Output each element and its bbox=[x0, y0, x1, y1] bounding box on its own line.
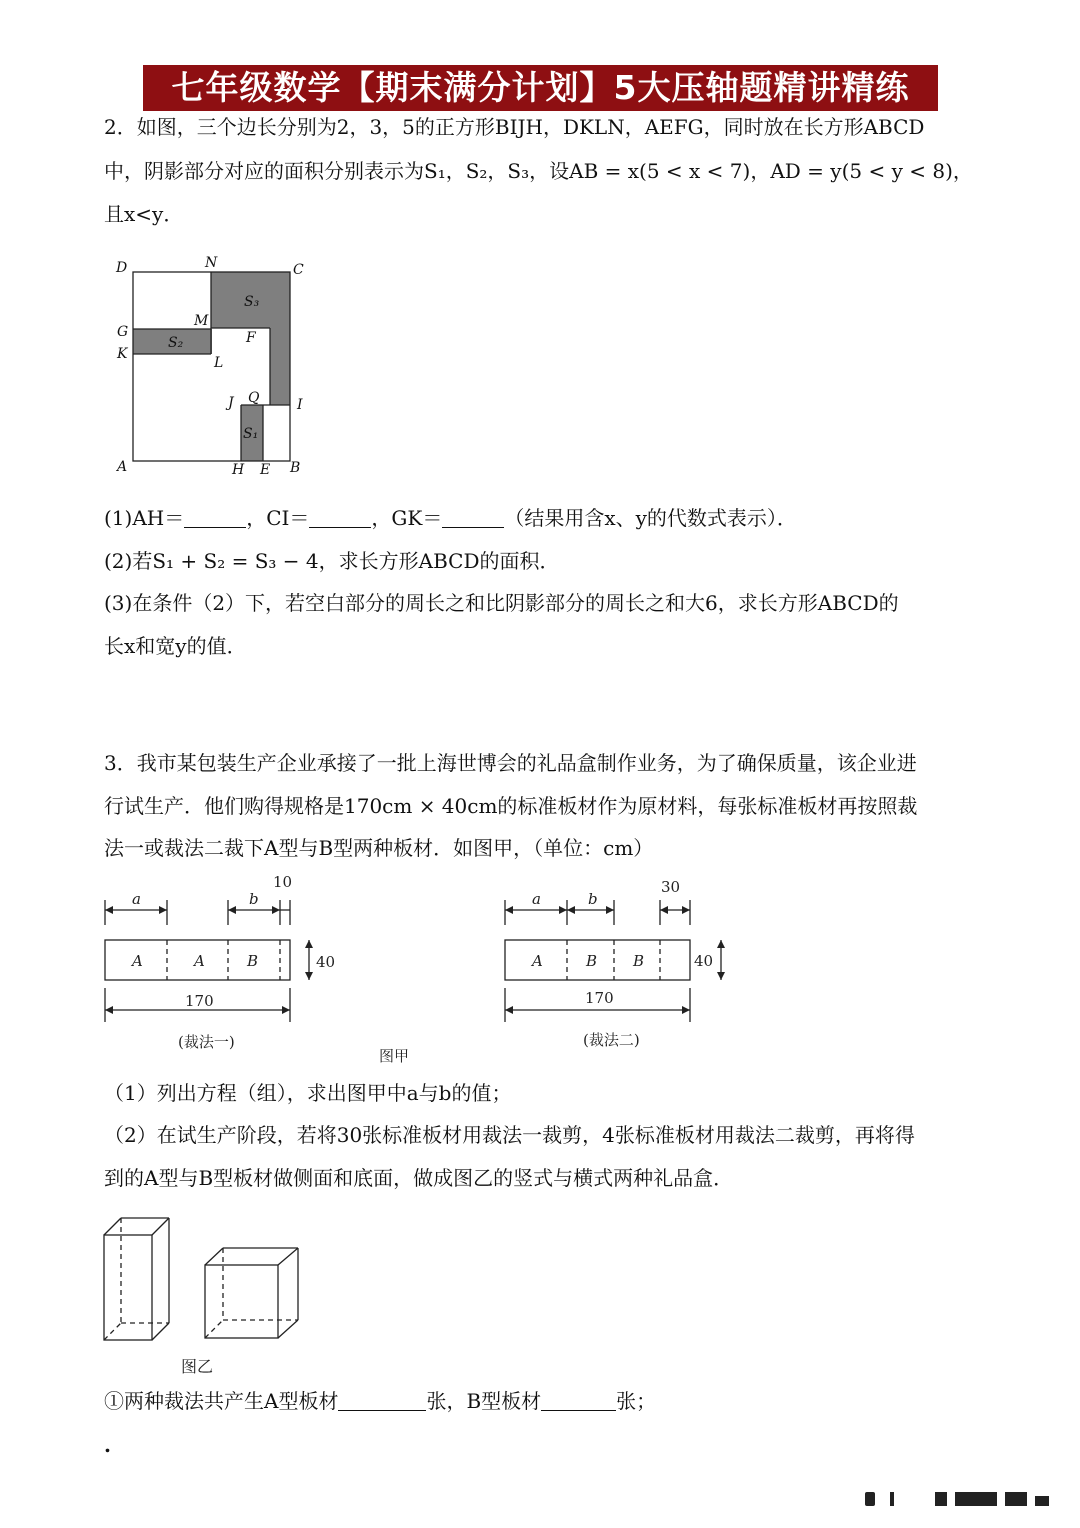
m1-label-length: 170 bbox=[185, 992, 214, 1010]
label-q: Q bbox=[248, 390, 260, 406]
label-d: D bbox=[116, 260, 128, 276]
label-s3: S₃ bbox=[244, 294, 260, 310]
m2-label-height: 40 bbox=[694, 952, 714, 970]
figure-yi-caption: 图乙 bbox=[181, 1357, 214, 1376]
figure-yi-gift-boxes bbox=[95, 1210, 325, 1385]
q2-square-figure bbox=[100, 245, 340, 485]
label-a: A bbox=[117, 459, 128, 475]
label-h: H bbox=[232, 462, 245, 478]
q2-line-3: 且x<y． bbox=[104, 202, 184, 226]
q3-line-3: 法一或裁法二裁下A型与B型两种板材．如图甲，（单位：cm） bbox=[104, 836, 654, 860]
m1-piece-2: A bbox=[194, 952, 205, 970]
q3-part1 bbox=[104, 1386, 656, 1416]
m2-label-a: a bbox=[532, 890, 541, 908]
q2-sub3-line-1: (3)在条件（2）下，若空白部分的周长之和比阴影部分的周长之和大6，求长方形ABCD的 bbox=[104, 591, 899, 615]
m1-label-a: a bbox=[132, 890, 141, 908]
answer-blank-gk[interactable] bbox=[442, 507, 504, 528]
m2-piece-1: A bbox=[532, 952, 543, 970]
q3-part1-b-label: 张，B型板材 bbox=[426, 1389, 542, 1413]
q3-part1-a-label: ①两种裁法共产生A型板材 bbox=[104, 1389, 339, 1413]
q3-sub1: （1）列出方程（组），求出图甲中a与b的值； bbox=[104, 1081, 512, 1105]
label-g: G bbox=[117, 324, 129, 340]
m1-label-waste: 10 bbox=[273, 873, 293, 891]
q3-part1-end: 张； bbox=[616, 1389, 657, 1413]
q2-line-1: 2．如图，三个边长分别为2，3，5的正方形BIJH，DKLN，AEFG，同时放在长方形ABCD bbox=[104, 115, 925, 139]
label-l: L bbox=[214, 355, 224, 371]
q2-sub3-line-2: 长x和宽y的值． bbox=[104, 634, 247, 658]
label-b: B bbox=[290, 460, 301, 476]
m2-label-waste: 30 bbox=[661, 878, 681, 896]
label-j: J bbox=[228, 395, 234, 411]
q3-line-2: 行试生产．他们购得规格是170cm × 40cm的标准板材作为原材料，每张标准板材再按照裁 bbox=[104, 794, 918, 818]
figure-jia-cutting-diagrams bbox=[95, 870, 755, 1070]
answer-blank-ci[interactable] bbox=[309, 507, 371, 528]
q2-sub1-ah-label: (1)AH＝ bbox=[104, 506, 185, 530]
m1-label-height: 40 bbox=[316, 953, 336, 971]
label-s2: S₂ bbox=[168, 335, 184, 351]
label-s1: S₁ bbox=[243, 426, 259, 442]
q2-sub2: (2)若S₁ + S₂ = S₃ − 4，求长方形ABCD的面积． bbox=[104, 549, 560, 573]
page-banner-title: 七年级数学【期末满分计划】5大压轴题精讲精练 bbox=[143, 65, 938, 111]
m1-caption: (裁法一) bbox=[178, 1033, 235, 1051]
m2-piece-2: B bbox=[586, 952, 598, 970]
q2-sub1 bbox=[104, 503, 797, 533]
q2-sub1-ci-label: ，CI＝ bbox=[246, 506, 310, 530]
m1-piece-3: B bbox=[247, 952, 259, 970]
m1-label-b: b bbox=[249, 890, 259, 908]
q3-sub2-line-1: （2）在试生产阶段，若将30张标准板材用裁法一裁剪，4张标准板材用裁法二裁剪，再将得 bbox=[104, 1123, 915, 1147]
label-e: E bbox=[260, 462, 271, 478]
m2-caption: (裁法二) bbox=[583, 1031, 640, 1049]
q2-sub1-gk-label: ，GK＝ bbox=[371, 506, 443, 530]
figure-jia-caption: 图甲 bbox=[379, 1047, 410, 1065]
trailing-dot: . bbox=[104, 1433, 111, 1457]
q2-line-2: 中，阴影部分对应的面积分别表示为S₁，S₂，S₃，设AB = x(5 < x < 7)，AD = y(5 < y < 8)， bbox=[104, 159, 973, 183]
q2-sub1-note: （结果用含x、y的代数式表示）． bbox=[504, 506, 797, 530]
label-n: N bbox=[205, 255, 218, 271]
answer-blank-ah[interactable] bbox=[184, 507, 246, 528]
label-k: K bbox=[117, 346, 128, 362]
m2-label-length: 170 bbox=[585, 989, 614, 1007]
label-i: I bbox=[297, 397, 303, 413]
label-c: C bbox=[293, 262, 304, 278]
answer-blank-b-count[interactable] bbox=[541, 1390, 616, 1411]
label-f: F bbox=[246, 330, 256, 346]
answer-blank-a-count[interactable] bbox=[338, 1390, 426, 1411]
q3-sub2-line-2: 到的A型与B型板材做侧面和底面，做成图乙的竖式与横式两种礼品盒． bbox=[104, 1166, 734, 1190]
watermark-decoration bbox=[845, 1490, 1060, 1510]
label-m: M bbox=[194, 313, 209, 329]
m2-piece-3: B bbox=[633, 952, 645, 970]
m2-label-b: b bbox=[588, 890, 598, 908]
m1-piece-1: A bbox=[132, 952, 143, 970]
q3-line-1: 3．我市某包装生产企业承接了一批上海世博会的礼品盒制作业务，为了确保质量，该企业进 bbox=[104, 751, 917, 775]
